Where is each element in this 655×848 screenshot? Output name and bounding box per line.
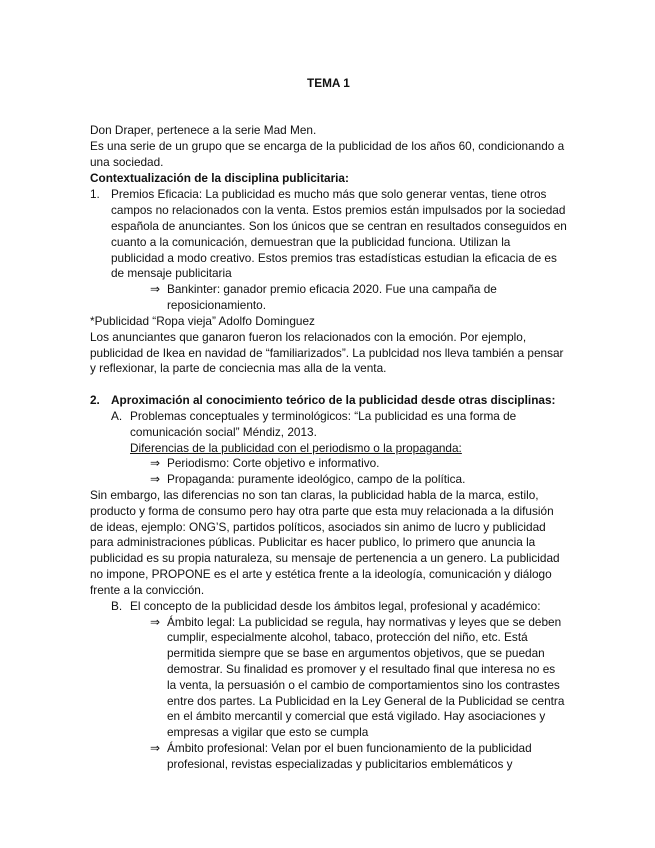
section-heading: Contextualización de la disciplina publicitaria: — [90, 171, 349, 185]
list-item-text: publicidad a modo creativo. Estos premios tras estadísticas estudian la eficacia de es — [111, 251, 557, 265]
paragraph-line: no impone, PROPONE es el arte y estética frente a la ideología, comunicación y diálogo — [90, 567, 552, 581]
paragraph-line: Los anunciantes que ganaron fueron los relacionados con la emoción. Por ejemplo, — [90, 330, 527, 344]
sub-bullet-text: empresas a vigilar que esto se cumpla — [167, 725, 369, 739]
list-item-text: comunicación social” Méndiz, 2013. — [130, 425, 317, 439]
list-letter: A. — [111, 409, 123, 423]
sub-bullet-text: reposicionamiento. — [167, 298, 267, 312]
list-item-text: Premios Eficacia: La publicidad es mucho más que solo generar ventas, tiene otros — [111, 187, 547, 201]
arrow-icon: ⇒ — [150, 741, 161, 755]
paragraph-line: publicidad de Ikea en navidad de “familiarizados”. La publcidad nos lleva también a pensar — [90, 346, 564, 360]
paragraph-line: frente a la convicción. — [90, 583, 205, 597]
sub-bullet-text: Periodismo: Corte objetivo e informativo. — [167, 456, 380, 470]
sub-bullet-text: entre dos partes. La Publicidad en la Ley General de la Publicidad se centra — [167, 694, 565, 708]
paragraph-line: Sin embargo, las diferencias no son tan claras, la publicidad habla de la marca, estilo, — [90, 488, 539, 502]
paragraph-line: producto y forma de consumo pero hay otra parte que esta muy relacionada a la difusión — [90, 504, 554, 518]
sub-bullet-text: Ámbito legal: La publicidad se regula, hay normativas y leyes que se deben — [167, 615, 562, 629]
arrow-icon: ⇒ — [150, 282, 161, 296]
list-item-text: de mensaje publicitaria — [111, 266, 232, 280]
sub-bullet-text: cumplir, especialmente alcohol, tabaco, protección del niño, etc. Está — [167, 630, 528, 644]
paragraph-line: publicidad es su propia naturaleza, su mensaje de pertenencia a un genero. La publicidad — [90, 551, 560, 565]
arrow-icon: ⇒ — [150, 615, 161, 629]
list-item-text: El concepto de la publicidad desde los ámbitos legal, profesional y académico: — [130, 599, 541, 613]
list-item-text: española de anunciantes. Son los únicos que se centran en resultados conseguidos en — [111, 219, 567, 233]
intro-line: una sociedad. — [90, 155, 164, 169]
list-letter: B. — [111, 599, 123, 613]
page-title: TEMA 1 — [307, 76, 350, 90]
paragraph-line: *Publicidad “Ropa vieja” Adolfo Dominguez — [90, 314, 315, 328]
intro-line: Es una serie de un grupo que se encarga de la publicidad de los años 60, condicionando a — [90, 139, 565, 153]
arrow-icon: ⇒ — [150, 456, 161, 470]
subheading-underlined: Diferencias de la publicidad con el periodismo o la propaganda: — [130, 441, 462, 455]
sub-bullet-text: Ámbito profesional: Velan por el buen funcionamiento de la publicidad — [167, 741, 532, 755]
arrow-icon: ⇒ — [150, 472, 161, 486]
paragraph-line: y reflexionar, la parte de conciecnia mas alla de la venta. — [90, 361, 387, 375]
list-number: 1. — [90, 187, 100, 201]
sub-bullet-text: Bankinter: ganador premio eficacia 2020. Fue una campaña de — [167, 282, 497, 296]
intro-line: Don Draper, pertenece a la serie Mad Men. — [90, 123, 317, 137]
paragraph-line: de ideas, ejemplo: ONG’S, partidos políticos, asociados sin animo de lucro y publicidad — [90, 520, 546, 534]
sub-bullet-text: Propaganda: puramente ideológico, campo de la política. — [167, 472, 466, 486]
list-item-text: campos no relacionados con la venta. Estos premios están impulsados por la sociedad — [111, 203, 566, 217]
sub-bullet-text: la venta, la persuasión o el cambio de comportamientos sino los contrastes — [167, 678, 560, 692]
list-number: 2. — [90, 393, 100, 407]
list-item-text: Problemas conceptuales y terminológicos: “La publicidad es una forma de — [130, 409, 517, 423]
sub-bullet-text: profesional, revistas especializadas y publicitarios emblemáticos y — [167, 757, 513, 771]
sub-bullet-text: demostrar. Su finalidad es promover y el resultado final que interesa no es — [167, 662, 556, 676]
paragraph-line: para administraciones públicas. Publicitar es hacer publico, lo primero que anuncia la — [90, 535, 536, 549]
list-item-text: cuanto a la comunicación, demuestran que la publicidad funciona. Utilizan la — [111, 235, 511, 249]
section-heading: Aproximación al conocimiento teórico de la publicidad desde otras disciplinas: — [111, 393, 556, 407]
sub-bullet-text: en el ámbito mercantil y comercial que está vigilado. Hay asociaciones y — [167, 709, 546, 723]
sub-bullet-text: permitida siempre que se base en argumentos objetivos, que se puedan — [167, 646, 545, 660]
